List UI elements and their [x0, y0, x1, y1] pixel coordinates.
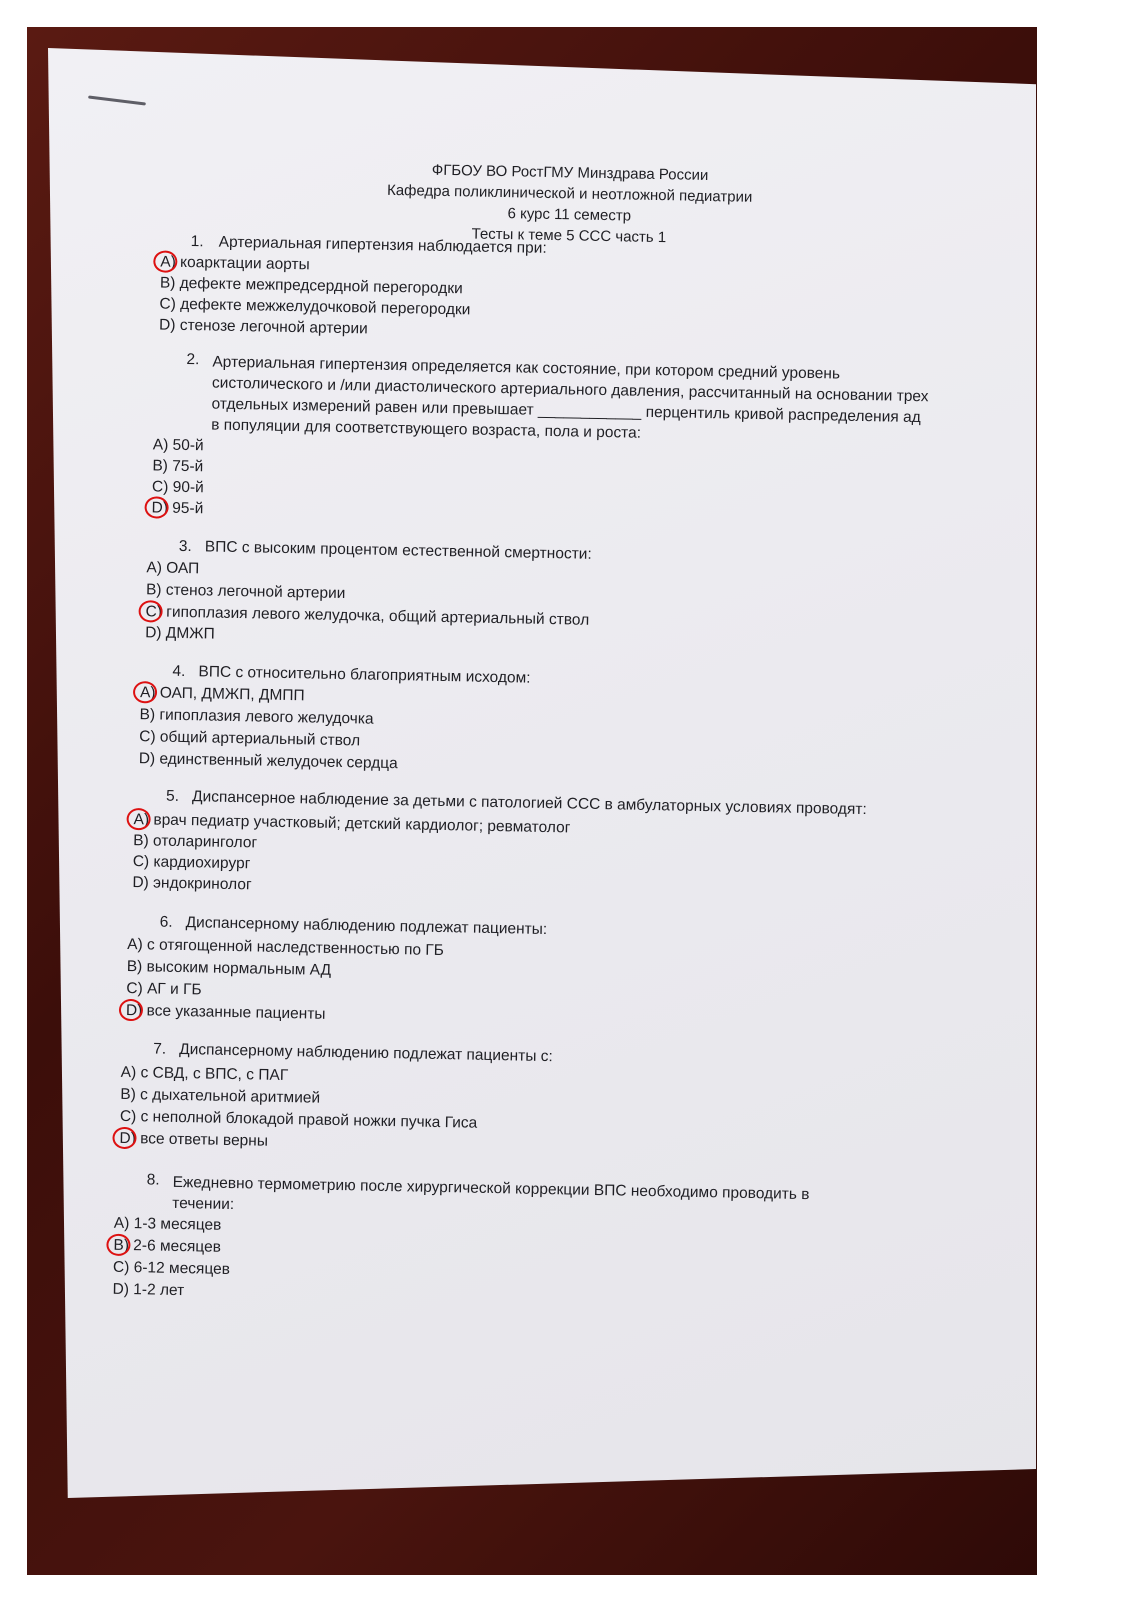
option-b[interactable]: B) с дыхательной аритмией	[120, 1085, 321, 1107]
question-text: Артериальная гипертензия определяется как состояние, при котором средний уровень систолического и /или диастолического артериального давления, рассчитанный на основании трех отдельных измерений равен или превышает ____________ перцентиль кривой распределения ад в популяции для соответствующего возраста, пола и роста:	[211, 353, 929, 442]
option-b[interactable]: B) дефекте межпредсердной перегородки	[159, 274, 463, 298]
option-a[interactable]: A) ОАП	[146, 559, 200, 578]
option-d[interactable]: D) стенозе легочной артерии	[158, 316, 368, 338]
option-b[interactable]: B) 75-й	[152, 457, 204, 476]
option-d[interactable]: D) единственный желудочек сердца	[138, 750, 398, 773]
question-number: 8.	[146, 1171, 160, 1189]
option-c[interactable]: C) АГ и ГБ	[126, 979, 202, 999]
question-number: 6.	[159, 913, 173, 931]
header-university: ФГБОУ ВО РостГМУ Минздрава России	[431, 161, 709, 184]
question-text: Диспансерному наблюдению подлежат пациенты с:	[179, 1040, 553, 1066]
option-a[interactable]: A) с отягощенной наследственностью по ГБ	[127, 935, 445, 960]
option-a[interactable]: A) 50-й	[152, 436, 204, 455]
option-d[interactable]: D) все указанные пациенты	[125, 1001, 326, 1023]
option-b[interactable]: B) высоким нормальным АД	[126, 957, 332, 979]
option-d[interactable]: D) ДМЖП	[145, 624, 215, 643]
option-d[interactable]: D) 1-2 лет	[112, 1280, 185, 1300]
question-text: Артериальная гипертензия наблюдается при:	[218, 233, 547, 257]
option-a[interactable]: A) врач педиатр участковый; детский кардиолог; ревматолог	[133, 811, 571, 837]
option-c[interactable]: C) 6-12 месяцев	[112, 1258, 231, 1278]
question-text: Диспансерному наблюдению подлежат пациенты:	[185, 914, 548, 939]
question-text: ВПС с высоким процентом естественной смертности:	[204, 538, 592, 563]
header-department: Кафедра поликлинической и неотложной педиатрии	[386, 181, 753, 206]
option-a[interactable]: A) ОАП, ДМЖП, ДМПП	[139, 684, 305, 705]
option-a[interactable]: A) 1-3 месяцев	[113, 1214, 222, 1234]
question-text: Диспансерное наблюдение за детьми с патологией ССС в амбулаторных условиях проводят:	[191, 788, 867, 819]
option-d[interactable]: D) эндокринолог	[132, 874, 252, 894]
option-b[interactable]: B) стеноз легочной артерии	[145, 581, 346, 603]
question-text: ВПС с относительно благоприятным исходом:	[198, 663, 531, 687]
option-b[interactable]: B) 2-6 месяцев	[113, 1236, 222, 1256]
option-b[interactable]: B) отоларинголог	[133, 832, 258, 852]
option-c[interactable]: C) общий артериальный ствол	[139, 728, 361, 750]
option-c[interactable]: C) дефекте межжелудочковой перегородки	[159, 295, 471, 319]
question-number: 1.	[190, 233, 204, 251]
option-d[interactable]: D) 95-й	[151, 499, 204, 518]
option-a[interactable]: A) с СВД, с ВПС, с ПАГ	[120, 1063, 289, 1085]
question-text: Ежедневно термометрию после хирургической коррекции ВПС необходимо проводить в течении:	[172, 1173, 810, 1214]
question-number: 2.	[186, 350, 200, 369]
question-number: 5.	[165, 787, 180, 805]
option-c[interactable]: C) с неполной блокадой правой ножки пучка Гиса	[119, 1107, 478, 1132]
header-test-title: Тесты к теме 5 ССС часть 1	[471, 225, 667, 247]
option-c[interactable]: C) 90-й	[151, 478, 204, 497]
question-number: 7.	[153, 1040, 167, 1058]
option-c[interactable]: C) кардиохирург	[132, 853, 251, 873]
question-number: 4.	[172, 662, 186, 681]
option-c[interactable]: C) гипоплазия левого желудочка, общий артериальный ствол	[145, 603, 590, 629]
header-course: 6 курс 11 семестр	[507, 205, 632, 225]
option-b[interactable]: B) гипоплазия левого желудочка	[139, 706, 374, 728]
option-d[interactable]: D) все ответы верны	[119, 1129, 269, 1150]
question-number: 3.	[178, 537, 192, 556]
option-a[interactable]: A) коарктации аорты	[160, 253, 310, 274]
